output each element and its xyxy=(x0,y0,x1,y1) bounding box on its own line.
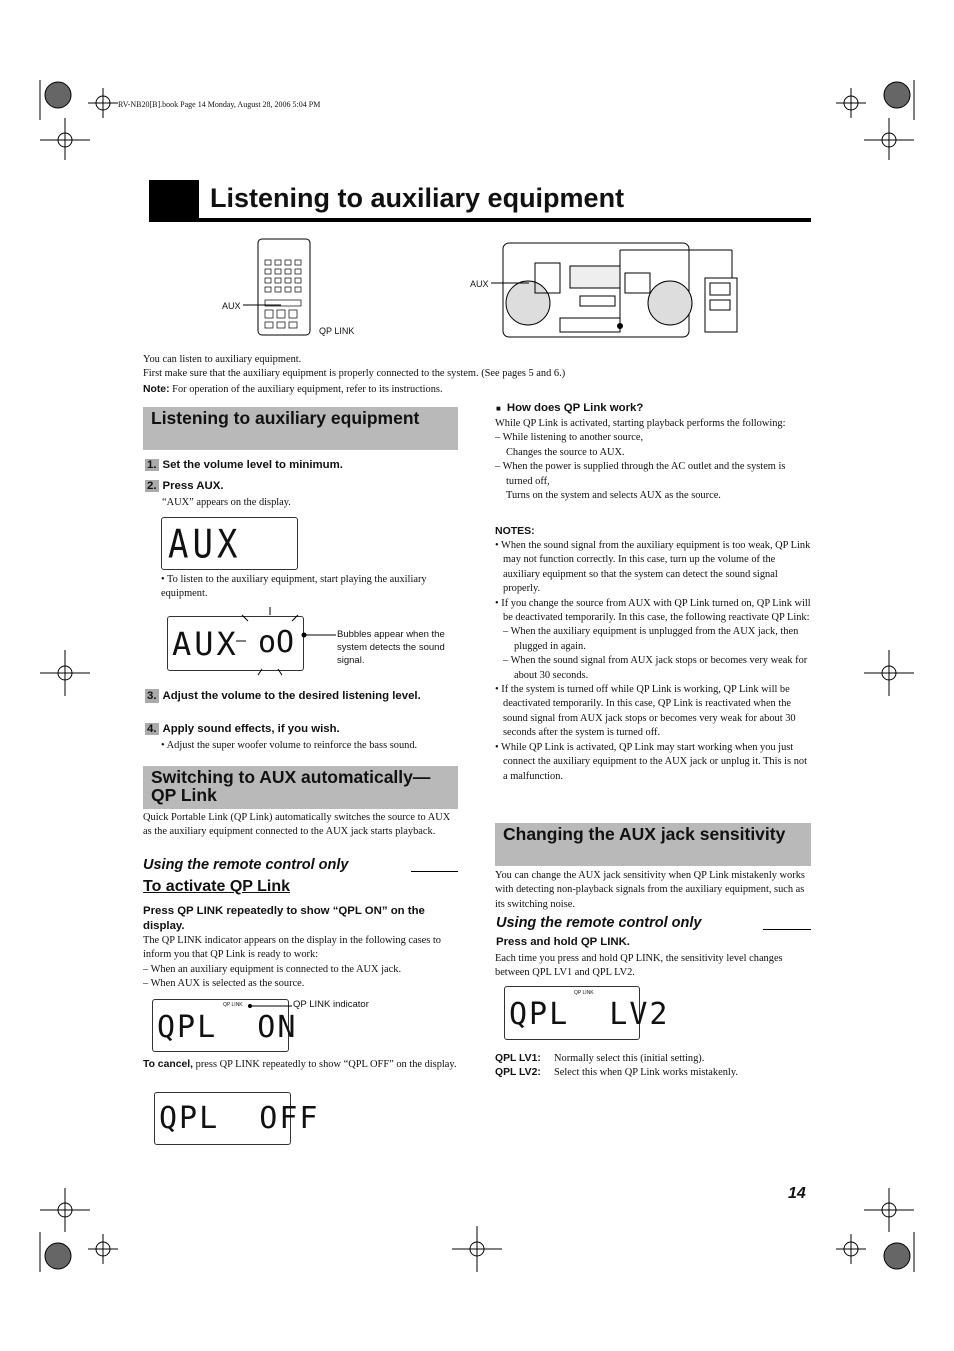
qpl-indicator-label: QP LINK indicator xyxy=(293,999,369,1010)
intro-line-1: You can listen to auxiliary equipment. xyxy=(143,354,302,365)
step-3-number: 3. xyxy=(147,690,157,702)
aux-leader-left xyxy=(243,300,283,310)
note-1: • When the sound signal from the auxiliary equipment is too weak, QP Link may not function correctly. In this case, turn up the volume of the auxiliary equipment so that the system can detect the sound signal properly. xyxy=(495,540,811,595)
bubbles-leader xyxy=(300,630,340,640)
cancel-label: To cancel, xyxy=(143,1059,194,1070)
aux-label-right: AUX xyxy=(470,279,489,289)
system-illustration xyxy=(500,238,740,338)
remote-illustration xyxy=(257,238,317,338)
step-1-text: Set the volume level to minimum. xyxy=(162,459,343,471)
note-2b: – When the sound signal from AUX jack stops or becomes very weak for about 30 seconds. xyxy=(503,655,808,681)
how-body xyxy=(495,417,810,503)
qp-link-label: QP LINK xyxy=(319,326,355,336)
notes-body xyxy=(495,539,811,784)
lcd-qpl-on-text: QPL ON xyxy=(157,1010,298,1045)
activate-heading: To activate QP Link xyxy=(143,878,291,895)
step-2-number: 2. xyxy=(147,480,157,492)
hold-desc: Each time you press and hold QP LINK, the sensitivity level changes between QPL LV1 and QPL LV2. xyxy=(495,953,783,979)
section-listening-aux: Listening to auxiliary equipment xyxy=(143,407,458,450)
step-2-desc: “AUX” appears on the display. xyxy=(162,497,291,508)
lcd-bubbles-glyph: oO xyxy=(258,625,295,660)
lv2-row xyxy=(495,1066,738,1080)
how-case-1: – While listening to another source, xyxy=(495,432,644,444)
cancel-desc: press QP LINK repeatedly to show “QPL OFF” on the display. xyxy=(195,1059,457,1070)
note-label: Note: xyxy=(143,383,170,395)
step-1 xyxy=(145,459,343,471)
lv1-text: Normally select this (initial setting). xyxy=(554,1053,705,1064)
case-1: – When an auxiliary equipment is connected to the AUX jack. xyxy=(143,963,402,975)
lcd-qpl-lv2 xyxy=(504,986,670,1040)
title-block xyxy=(149,180,199,221)
aux-label-left: AUX xyxy=(222,301,241,311)
step-2-text: Press AUX. xyxy=(162,480,224,492)
header-note: RV-NB20[B].book Page 14 Monday, August 28, 2006 5:04 PM xyxy=(118,100,321,109)
lcd-qpl-lv2-text: QPL LV2 xyxy=(509,997,670,1032)
step-4-number: 4. xyxy=(147,723,157,735)
how-case-2: – When the power is supplied through the AC outlet and the system is turned off, xyxy=(495,461,786,487)
note-3: • If the system is turned off while QP Link is working, QP Link will be deactivated temporarily. In this case, QP Link is reactivated when the sound signal from AUX jack stops or becomes very weak for about 30 seconds after the system is turned off. xyxy=(495,684,796,739)
note-2: • If you change the source from AUX with QP Link turned on, QP Link will be deactivated temporarily. In this case, the following reactivate QP Link: xyxy=(495,597,811,624)
lcd-aux xyxy=(161,517,298,570)
lv1-row xyxy=(495,1052,704,1066)
how-heading-text: How does QP Link work? xyxy=(506,402,644,414)
bullet-start-playing: • To listen to the auxiliary equipment, start playing the auxiliary equipment. xyxy=(161,574,427,600)
how-case-1-result: Changes the source to AUX. xyxy=(506,446,625,458)
sensitivity-desc: You can change the AUX jack sensitivity when QP Link mistakenly works with detecting non-playback signals from the auxiliary equipment, such as its switching noise. xyxy=(495,870,805,910)
bubbles-caption: Bubbles appear when the system detects the sound signal. xyxy=(337,629,445,666)
how-heading xyxy=(496,402,643,414)
aux-leader-right xyxy=(491,278,531,288)
hold-instruction: Press and hold QP LINK. xyxy=(496,936,630,948)
lcd-qpl-lv2-small: QP LINK xyxy=(574,990,594,996)
remote-only-rule xyxy=(411,871,458,872)
lv2-text: Select this when QP Link works mistakenly. xyxy=(554,1067,738,1078)
step-3 xyxy=(145,689,455,703)
note xyxy=(143,383,823,397)
activate-desc xyxy=(143,934,458,992)
step-3-text: Adjust the volume to the desired listening level. xyxy=(162,690,421,702)
lcd-qpl-off-text: QPL OFF xyxy=(159,1101,320,1136)
step-4 xyxy=(145,723,340,735)
note-2a: – When the auxiliary equipment is unplugged from the AUX jack, then plugged in again. xyxy=(503,626,799,652)
lcd-aux-text: AUX xyxy=(168,522,242,568)
step-1-number: 1. xyxy=(147,459,157,471)
lcd-qpl-off xyxy=(154,1092,320,1145)
how-case-2-result: Turns on the system and selects AUX as the source. xyxy=(506,490,721,502)
intro xyxy=(143,353,823,397)
qpl-indicator-leader xyxy=(246,1001,296,1011)
lv2-label: QPL LV2: xyxy=(495,1067,541,1078)
section-qp-link: Switching to AUX automatically—QP Link xyxy=(143,766,458,809)
page-title: Listening to auxiliary equipment xyxy=(210,183,625,213)
bubble-rays xyxy=(232,605,312,685)
lcd-qpl-on-small: QP LINK xyxy=(223,1002,243,1008)
intro-line-2: First make sure that the auxiliary equipment is properly connected to the system. (See pages 5 and 6.) xyxy=(143,368,566,380)
note-text: For operation of the auxiliary equipment, refer to its instructions. xyxy=(172,383,443,395)
how-desc: While QP Link is activated, starting playback performs the following: xyxy=(495,418,786,429)
title-rule xyxy=(149,218,811,222)
step-2 xyxy=(145,480,224,492)
square-bullet-icon: ■ xyxy=(496,404,501,413)
cancel-text xyxy=(143,1058,458,1072)
qp-link-intro: Quick Portable Link (QP Link) automatically switches the source to AUX as the auxiliary equipment connected to the AUX jack starts playback. xyxy=(143,812,451,838)
lcd-aux-bubbles-text: AUX xyxy=(172,625,239,663)
step-4-text: Apply sound effects, if you wish. xyxy=(162,723,340,735)
remote-only-rule-2 xyxy=(763,929,811,930)
note-4: • While QP Link is activated, QP Link may start working when you just connect the auxiliary equipment to the AUX jack or unplug it. This is not a malfunction. xyxy=(495,741,807,782)
bullet-super-woofer: • Adjust the super woofer volume to reinforce the bass sound. xyxy=(161,740,418,751)
notes-heading: NOTES: xyxy=(495,525,535,537)
lv1-label: QPL LV1: xyxy=(495,1053,541,1064)
page-number: 14 xyxy=(788,1185,806,1202)
activate-desc-text: The QP LINK indicator appears on the display in the following cases to inform you that QP Link is ready to work: xyxy=(143,935,441,961)
remote-only-heading: Using the remote control only xyxy=(143,857,349,873)
section-aux-sensitivity: Changing the AUX jack sensitivity xyxy=(495,823,811,866)
remote-only-heading-2: Using the remote control only xyxy=(496,915,702,931)
activate-instruction: Press QP LINK repeatedly to show “QPL ON” on the display. xyxy=(143,905,425,932)
case-2: – When AUX is selected as the source. xyxy=(143,978,305,990)
